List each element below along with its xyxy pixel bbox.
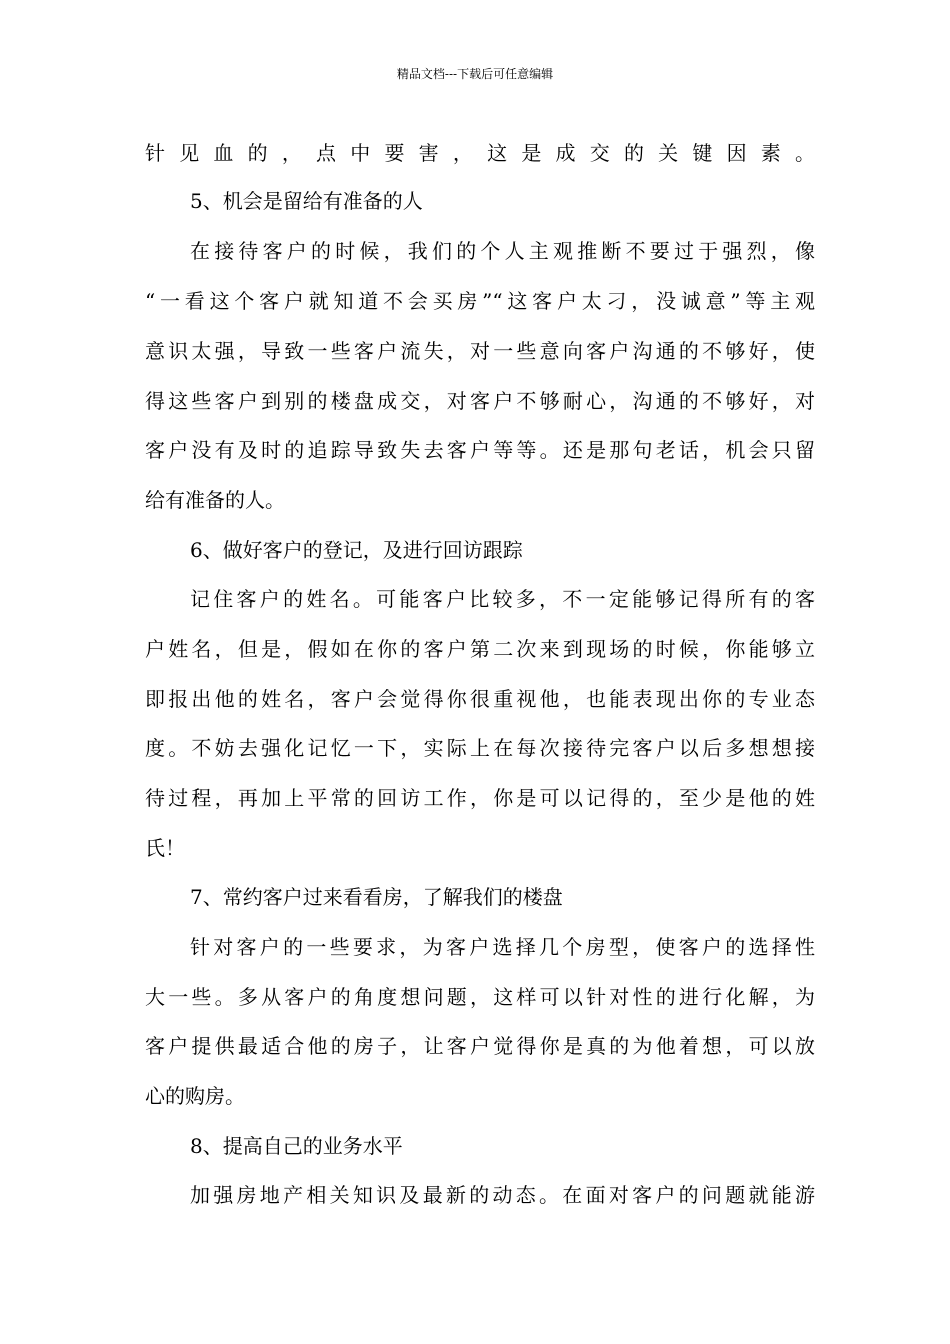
text-line: 大一些。多从客户的角度想问题，这样可以针对性的进行化解，为: [145, 985, 815, 1009]
text-line: 心的购房。: [145, 1084, 245, 1108]
text-line: 度。不妨去强化记忆一下，实际上在每次接待完客户以后多想想接: [145, 736, 815, 760]
page-header: 精品文档---下载后可任意编辑: [396, 67, 554, 81]
text-line: 记住客户的姓名。可能客户比较多，不一定能够记得所有的客: [190, 587, 815, 611]
text-line: 客户没有及时的追踪导致失去客户等等。还是那句老话，机会只留: [145, 438, 815, 462]
text-line: 户姓名，但是，假如在你的客户第二次来到现场的时候，你能够立: [145, 637, 815, 661]
text-line: 给有准备的人。: [145, 488, 285, 512]
section-heading: 6、做好客户的登记，及进行回访跟踪: [190, 538, 523, 562]
text-line: 加强房地产相关知识及最新的动态。在面对客户的问题就能游: [190, 1183, 815, 1207]
text-line: 得这些客户到别的楼盘成交，对客户不够耐心，沟通的不够好，对: [145, 389, 815, 413]
text-line: 在接待客户的时候，我们的个人主观推断不要过于强烈，像: [190, 239, 815, 263]
text-line: 客户提供最适合他的房子，让客户觉得你是真的为他着想，可以放: [145, 1034, 815, 1058]
text-line: 待过程，再加上平常的回访工作，你是可以记得的，至少是他的姓: [145, 786, 815, 810]
text-line: 针见血的，点中要害，这是成交的关键因素。: [145, 141, 815, 165]
text-line: “一看这个客户就知道不会买房”“这客户太刁，没诚意”等主观: [145, 289, 815, 313]
section-heading: 7、常约客户过来看看房，了解我们的楼盘: [190, 885, 563, 909]
text-line: 针对客户的一些要求，为客户选择几个房型，使客户的选择性: [190, 935, 815, 959]
section-heading: 8、提高自己的业务水平: [190, 1134, 403, 1158]
text-line: 意识太强，导致一些客户流失，对一些意向客户沟通的不够好，使: [145, 339, 815, 363]
text-line: 氏！: [145, 836, 185, 860]
text-line: 即报出他的姓名，客户会觉得你很重视他，也能表现出你的专业态: [145, 687, 815, 711]
section-heading: 5、机会是留给有准备的人: [190, 189, 423, 213]
